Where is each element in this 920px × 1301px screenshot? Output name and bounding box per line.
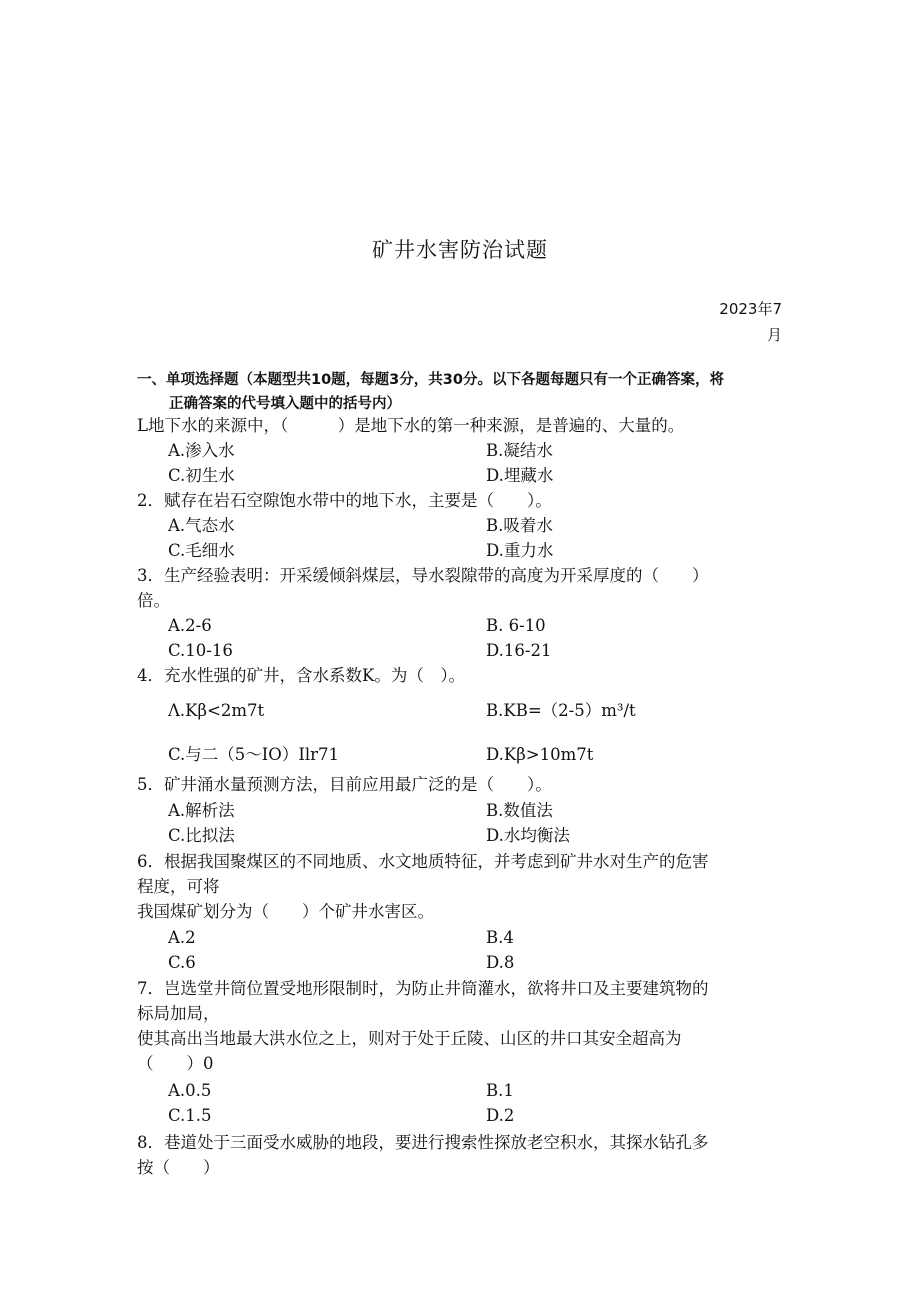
option-a: A.0.5: [168, 1081, 212, 1100]
date-line-2: 月: [766, 326, 782, 344]
question-text: 使其高出当地最大洪水位之上，则对于处于丘陵、山区的井口其安全超高为: [137, 1029, 682, 1048]
option-b: B.吸着水: [486, 516, 553, 535]
option-c: C.10-16: [168, 641, 233, 660]
option-b: B.数值法: [486, 801, 553, 820]
question-1-options: [168, 438, 768, 488]
question-text: 7．岂选堂井筒位置受地形限制时，为防止井筒灌水，欲将井口及主要建筑物的: [137, 979, 709, 998]
question-text: 我国煤矿划分为（ ）个矿井水害区。: [137, 902, 434, 921]
question-text: 程度，可将: [137, 877, 220, 896]
question-6: [137, 849, 787, 924]
option-a: Λ.Kβ<2m7t: [168, 701, 265, 720]
option-c: C.1.5: [168, 1106, 212, 1125]
section-header-line-2: 正确答案的代号填入题中的括号内）: [169, 396, 401, 412]
question-7: [137, 976, 787, 1076]
section-header: [137, 368, 787, 416]
question-text: 5．矿井涌水量预测方法，目前应用最广泛的是（ ）。: [137, 775, 552, 794]
question-2: [137, 488, 787, 513]
question-text: 3．生产经验表明：开采缓倾斜煤层，导水裂隙带的高度为开采厚度的（ ）: [137, 566, 709, 585]
question-4: [137, 663, 787, 688]
question-8: [137, 1130, 787, 1180]
exam-date: [690, 296, 782, 348]
option-c: C.毛细水: [168, 541, 235, 560]
option-a: A.解析法: [168, 801, 235, 820]
section-header-line-1: 一、单项选择题（本题型共10题，每题3分，共30分。以下各题每题只有一个正确答案，将: [137, 372, 724, 388]
question-text: L地下水的来源中，（ ）是地下水的第一种来源，是普遍的、大量的。: [137, 416, 685, 435]
option-c: C.初生水: [168, 466, 235, 485]
document-title: 矿井水害防治试题: [372, 238, 548, 262]
date-line-1: 2023年7: [719, 300, 782, 318]
question-3-options: [168, 613, 768, 663]
option-a: A.气态水: [168, 516, 235, 535]
question-text: 6．根据我国聚煤区的不同地质、水文地质特征，并考虑到矿井水对生产的危害: [137, 852, 709, 871]
option-b: B.4: [486, 928, 514, 947]
option-d: D.16-21: [486, 641, 552, 660]
option-b: B.KB=（2-5）m³/t: [486, 701, 636, 720]
option-b: B.1: [486, 1081, 514, 1100]
option-d: D.重力水: [486, 541, 554, 560]
question-text: 2．赋存在岩石空隙饱水带中的地下水，主要是（ ）。: [137, 491, 552, 510]
question-3: [137, 563, 787, 613]
question-2-options: [168, 513, 768, 563]
option-c: C.与二（5～IO）Ilr71: [168, 745, 340, 764]
option-c: C.6: [168, 953, 196, 972]
question-5: [137, 772, 787, 797]
question-4-options: [168, 698, 768, 767]
option-d: D.埋藏水: [486, 466, 554, 485]
question-text: 倍。: [137, 591, 170, 610]
question-6-options: [168, 925, 768, 975]
option-a: A.2: [168, 928, 196, 947]
option-d: D.Kβ>10m7t: [486, 745, 594, 764]
option-d: D.8: [486, 953, 515, 972]
question-7-options: [168, 1078, 768, 1128]
question-text: （ ）0: [137, 1054, 214, 1073]
option-d: D.2: [486, 1106, 515, 1125]
question-text: 8．巷道处于三面受水威胁的地段，要进行搜索性探放老空积水，其探水钻孔多: [137, 1133, 709, 1152]
question-text: 按（ ）: [137, 1158, 220, 1177]
option-c: C.比拟法: [168, 826, 235, 845]
option-b: B.凝结水: [486, 441, 553, 460]
question-1: [137, 413, 787, 438]
question-text: 标局加局，: [137, 1004, 220, 1023]
option-b: B. 6-10: [486, 616, 546, 635]
option-a: A.2-6: [168, 616, 212, 635]
question-5-options: [168, 798, 768, 848]
question-text: 4．充水性强的矿井，含水系数K。为（ ）。: [137, 666, 466, 685]
option-d: D.水均衡法: [486, 826, 570, 845]
option-a: A.渗入水: [168, 441, 235, 460]
